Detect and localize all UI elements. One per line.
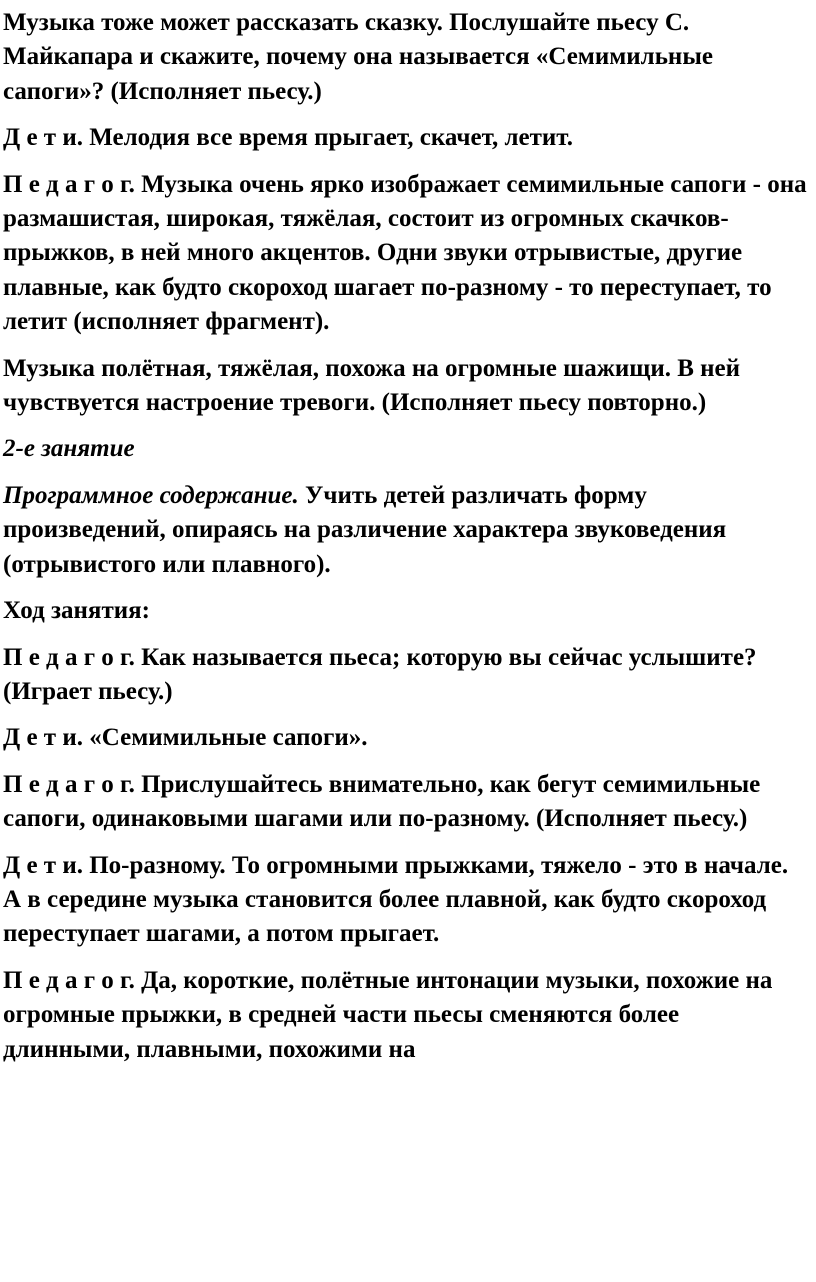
document-body xyxy=(3,6,811,1079)
paragraph-text: Прислушайтесь внимательно, как бегут семимильные сапоги, одинаковыми шагами или по-разному. (Исполняет пьесу.) xyxy=(3,770,761,833)
paragraph-text: Мелодия все время прыгает, скачет, летит. xyxy=(82,124,573,152)
speaker-children: Д е т и. xyxy=(3,724,83,752)
speaker-teacher: П е д а г о г. xyxy=(3,770,135,798)
paragraph-text: Учить детей различать форму произведений, опираясь на различение характера звуковедения (отрывистого или плавного). xyxy=(3,481,727,578)
paragraph-text: По-разному. То огромными прыжками, тяжело - это в начале. А в середине музыка становится более плавной, как будто скороход переступает шагами, а потом прыгает. xyxy=(3,851,789,948)
paragraph-lesson-course xyxy=(3,594,811,628)
speaker-teacher: П е д а г о г. xyxy=(3,966,135,994)
paragraph-program-content xyxy=(3,479,811,582)
paragraph-text: «Семимильные сапоги». xyxy=(82,724,368,752)
paragraph-teacher-1 xyxy=(3,168,811,340)
speaker-children: Д е т и. xyxy=(3,124,83,152)
paragraph-teacher-2 xyxy=(3,641,811,710)
speaker-children: Д е т и. xyxy=(3,851,83,879)
paragraph-text: Как называется пьеса; которую вы сейчас услышите? (Играет пьесу.) xyxy=(3,643,757,705)
paragraph-teacher-4 xyxy=(3,964,811,1067)
paragraph-text: Ход занятия: xyxy=(3,597,150,625)
paragraph-children-reply-2 xyxy=(3,721,811,755)
paragraph-text: Музыка тоже может рассказать сказку. Послушайте пьесу С. Майкапара и скажите, почему она называется «Семимильные сапоги»? (Исполняет пьесу.) xyxy=(3,9,713,105)
paragraph-text: Музыка очень ярко изображает семимильные сапоги - она размашистая, широкая, тяжёлая, состоит из огромных скачков-прыжков, в ней много акцентов. Одни звуки отрывистые, другие плавные, как будто скороход шагает по-разному - то переступает, то летит (исполняет фрагмент). xyxy=(3,170,807,336)
paragraph-teacher-3 xyxy=(3,768,811,837)
paragraph-intro xyxy=(3,6,811,109)
paragraph-text: Да, короткие, полётные интонации музыки, похожие на огромные прыжки, в средней части пьесы сменяются более длинными, плавными, похожими на xyxy=(3,966,773,1063)
paragraph-children-reply-3 xyxy=(3,849,811,952)
paragraph-children-reply-1 xyxy=(3,121,811,155)
lesson-heading: 2-е занятие xyxy=(3,435,135,463)
paragraph-text: Музыка полётная, тяжёлая, похожа на огромные шажищи. В ней чувствуется настроение тревоги. (Исполняет пьесу повторно.) xyxy=(3,354,741,417)
paragraph-music-description xyxy=(3,352,811,421)
speaker-teacher: П е д а г о г. xyxy=(3,643,135,671)
speaker-teacher: П е д а г о г. xyxy=(3,170,135,198)
program-content-label: Программное содержание. xyxy=(3,481,299,509)
section-heading xyxy=(3,432,811,466)
